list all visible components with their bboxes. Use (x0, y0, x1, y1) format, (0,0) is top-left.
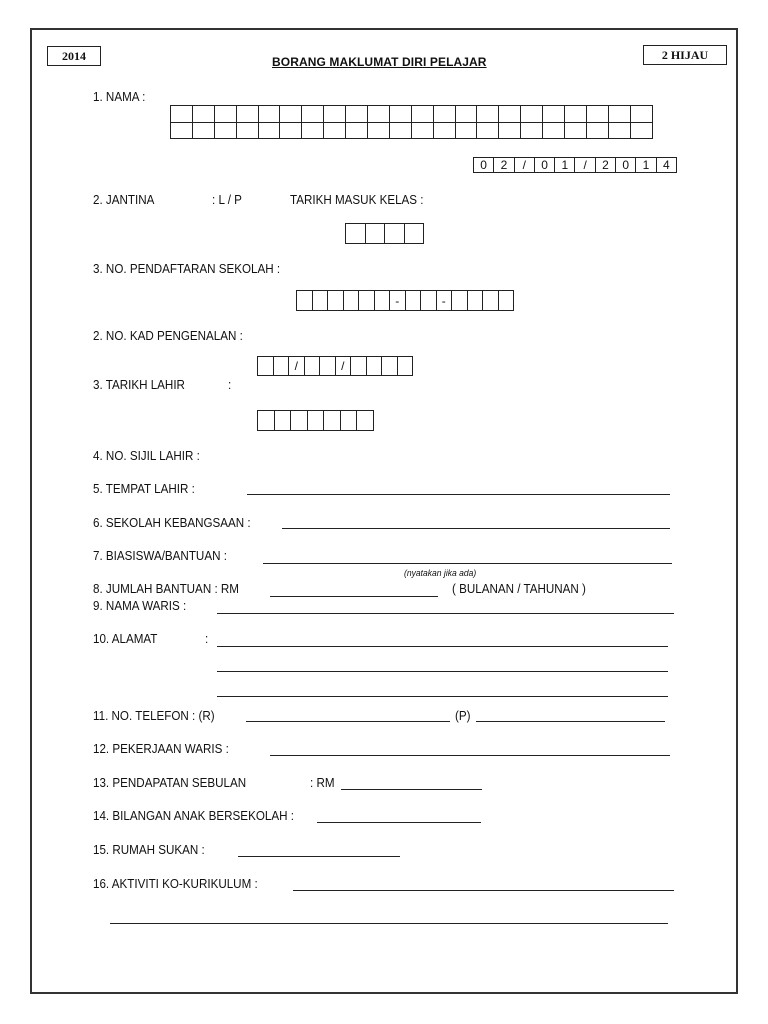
jantina-label: 2. JANTINA (93, 193, 155, 207)
nama-cell[interactable] (412, 122, 434, 139)
tarikh-lahir-boxes[interactable] (257, 410, 374, 431)
bulanan-tahunan: ( BULANAN / TAHUNAN ) (452, 582, 586, 596)
tarikh-lahir-cell[interactable] (308, 411, 325, 431)
nama-cell[interactable] (412, 106, 434, 123)
nama-cell[interactable] (631, 122, 653, 139)
date-boxes (473, 157, 677, 173)
nama-cell[interactable] (631, 106, 653, 123)
bilangan-anak-label: 14. BILANGAN ANAK BERSEKOLAH : (93, 809, 294, 823)
date-cell: 0 (535, 158, 555, 173)
nama-cell[interactable] (390, 122, 412, 139)
tarikh-masuk-cell[interactable] (405, 224, 425, 244)
alamat-label: 10. ALAMAT (93, 632, 158, 646)
kad-pengenalan-label: 2. NO. KAD PENGENALAN : (93, 329, 243, 343)
nama-cell[interactable] (280, 122, 302, 139)
jumlah-bantuan-label: 8. JUMLAH BANTUAN : RM (93, 582, 239, 596)
nama-cell[interactable] (259, 122, 281, 139)
form-title: BORANG MAKLUMAT DIRI PELAJAR (272, 55, 487, 69)
no-pendaftaran-cell[interactable] (452, 291, 468, 311)
kad-pengenalan-cell[interactable]: / (336, 357, 352, 376)
nama-cell[interactable] (477, 106, 499, 123)
date-cell: 2 (596, 158, 616, 173)
jumlah-bantuan-input[interactable] (270, 596, 438, 597)
rumah-sukan-input[interactable] (238, 856, 400, 857)
nama-cell[interactable] (587, 106, 609, 123)
kad-pengenalan-cell[interactable] (305, 357, 321, 376)
nama-cell[interactable] (587, 122, 609, 139)
nama-row[interactable] (170, 122, 653, 139)
nama-cell[interactable] (499, 122, 521, 139)
kad-pengenalan-cell[interactable] (351, 357, 367, 376)
tarikh-masuk-boxes[interactable] (345, 223, 424, 244)
nama-cell[interactable] (368, 122, 390, 139)
ko-kurikulum-input[interactable] (293, 890, 674, 891)
date-cell: 1 (636, 158, 656, 173)
date-cell: / (515, 158, 535, 173)
tarikh-lahir-cell[interactable] (258, 411, 275, 431)
tarikh-lahir-cell[interactable] (357, 411, 374, 431)
tarikh-masuk-cell[interactable] (366, 224, 386, 244)
no-pendaftaran-cell[interactable] (406, 291, 422, 311)
pendapatan-label: 13. PENDAPATAN SEBULAN (93, 776, 247, 790)
nama-cell[interactable] (171, 106, 193, 123)
telefon-label: 11. NO. TELEFON : (R) (93, 709, 215, 723)
nama-cell[interactable] (368, 106, 390, 123)
tempat-lahir-input[interactable] (247, 494, 670, 495)
tarikh-lahir-cell[interactable] (324, 411, 341, 431)
no-pendaftaran-cell[interactable]: - (390, 291, 406, 311)
nama-label: 1. NAMA : (93, 90, 146, 104)
nama-cell[interactable] (609, 122, 631, 139)
year-box: 2014 (47, 46, 101, 66)
sekolah-input[interactable] (282, 528, 670, 529)
nama-waris-label: 9. NAMA WARIS : (93, 599, 187, 613)
no-pendaftaran-cell[interactable] (421, 291, 437, 311)
no-pendaftaran-cell[interactable] (468, 291, 484, 311)
alamat-colon: : (205, 632, 209, 646)
nama-cell[interactable] (215, 122, 237, 139)
tarikh-lahir-cell[interactable] (341, 411, 358, 431)
tarikh-masuk-cell[interactable] (385, 224, 405, 244)
tarikh-masuk-cell[interactable] (346, 224, 366, 244)
biasiswa-input[interactable] (263, 563, 672, 564)
nama-cell[interactable] (171, 122, 193, 139)
nama-cell[interactable] (434, 122, 456, 139)
nama-cell[interactable] (237, 122, 259, 139)
tarikh-lahir-cell[interactable] (275, 411, 292, 431)
rumah-sukan-label: 15. RUMAH SUKAN : (93, 843, 205, 857)
nama-cell[interactable] (521, 122, 543, 139)
sekolah-label: 6. SEKOLAH KEBANGSAAN : (93, 516, 251, 530)
no-pendaftaran-cell[interactable] (313, 291, 329, 311)
pekerjaan-input[interactable] (270, 755, 670, 756)
nama-cell[interactable] (193, 106, 215, 123)
no-pendaftaran-cell[interactable] (297, 291, 313, 311)
kad-pengenalan-cell[interactable]: / (289, 357, 305, 376)
date-cell: 2 (494, 158, 514, 173)
nama-cell[interactable] (543, 122, 565, 139)
no-pendaftaran-cell[interactable] (483, 291, 499, 311)
alamat-line-3[interactable] (217, 696, 668, 697)
telefon-r-input[interactable] (246, 721, 450, 722)
alamat-line-1[interactable] (217, 646, 668, 647)
nama-cell[interactable] (215, 106, 237, 123)
nama-cell[interactable] (390, 106, 412, 123)
nama-row[interactable] (170, 105, 653, 123)
nama-cell[interactable] (193, 122, 215, 139)
date-cell: 4 (657, 158, 677, 173)
nama-cell[interactable] (346, 106, 368, 123)
tempat-lahir-label: 5. TEMPAT LAHIR : (93, 482, 195, 496)
no-pendaftaran-label: 3. NO. PENDAFTARAN SEKOLAH : (93, 262, 281, 276)
telefon-p-input[interactable] (476, 721, 665, 722)
nama-cell[interactable] (302, 106, 324, 123)
nama-waris-input[interactable] (217, 613, 674, 614)
date-cell: 0 (474, 158, 494, 173)
nama-cell[interactable] (609, 106, 631, 123)
pendapatan-rm: : RM (310, 776, 335, 790)
nama-cell[interactable] (434, 106, 456, 123)
kad-pengenalan-cell[interactable] (274, 357, 290, 376)
biasiswa-label: 7. BIASISWA/BANTUAN : (93, 549, 227, 563)
ko-kurikulum-line-2[interactable] (110, 923, 668, 924)
biasiswa-note: (nyatakan jika ada) (404, 568, 477, 579)
no-pendaftaran-boxes[interactable] (296, 290, 514, 311)
no-pendaftaran-cell[interactable] (328, 291, 344, 311)
nama-cell[interactable] (324, 106, 346, 123)
nama-cell[interactable] (456, 106, 478, 123)
nama-cell[interactable] (324, 122, 346, 139)
kad-pengenalan-boxes[interactable] (257, 356, 413, 376)
nama-cell[interactable] (521, 106, 543, 123)
jantina-value: : L / P (212, 193, 242, 207)
kad-pengenalan-cell[interactable] (258, 357, 274, 376)
kad-pengenalan-cell[interactable] (382, 357, 398, 376)
kad-pengenalan-cell[interactable] (367, 357, 383, 376)
nama-cell[interactable] (543, 106, 565, 123)
nama-cell[interactable] (259, 106, 281, 123)
sijil-lahir-label: 4. NO. SIJIL LAHIR : (93, 449, 200, 463)
kad-pengenalan-cell[interactable] (398, 357, 414, 376)
no-pendaftaran-cell[interactable] (375, 291, 391, 311)
tarikh-lahir-label: 3. TARIKH LAHIR (93, 378, 185, 392)
telefon-p-label: (P) (455, 709, 471, 723)
no-pendaftaran-cell[interactable] (499, 291, 515, 311)
pekerjaan-label: 12. PEKERJAAN WARIS : (93, 742, 229, 756)
alamat-line-2[interactable] (217, 671, 668, 672)
nama-cell[interactable] (456, 122, 478, 139)
no-pendaftaran-cell[interactable]: - (437, 291, 453, 311)
bilangan-anak-input[interactable] (317, 822, 481, 823)
no-pendaftaran-cell[interactable] (359, 291, 375, 311)
nama-cell[interactable] (237, 106, 259, 123)
nama-cell[interactable] (499, 106, 521, 123)
nama-cell[interactable] (280, 106, 302, 123)
nama-cell[interactable] (477, 122, 499, 139)
tarikh-lahir-colon: : (228, 378, 232, 392)
class-box: 2 HIJAU (643, 45, 727, 65)
nama-cell[interactable] (565, 122, 587, 139)
nama-cell[interactable] (302, 122, 324, 139)
nama-cell[interactable] (565, 106, 587, 123)
tarikh-masuk-label: TARIKH MASUK KELAS : (290, 193, 424, 207)
date-cell: / (575, 158, 595, 173)
kad-pengenalan-cell[interactable] (320, 357, 336, 376)
ko-kurikulum-label: 16. AKTIVITI KO-KURIKULUM : (93, 877, 258, 891)
date-cell: 1 (555, 158, 575, 173)
nama-cell[interactable] (346, 122, 368, 139)
no-pendaftaran-cell[interactable] (344, 291, 360, 311)
date-cell: 0 (616, 158, 636, 173)
tarikh-lahir-cell[interactable] (291, 411, 308, 431)
pendapatan-input[interactable] (341, 789, 482, 790)
